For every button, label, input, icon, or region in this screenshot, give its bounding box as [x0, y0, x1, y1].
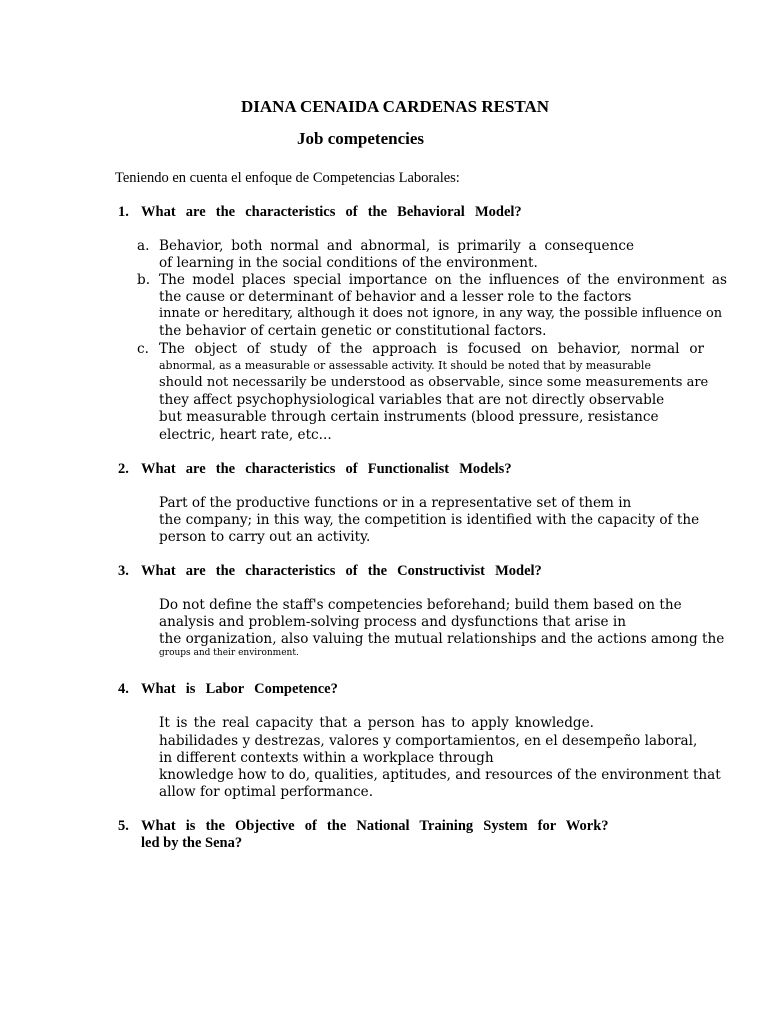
answer-line: should not necessarily be understood as observable, since some measurements are	[159, 375, 709, 390]
answer-line: they affect psychophysiological variables that are not directly observable	[159, 392, 665, 408]
answer-line: the cause or determinant of behavior and a lesser role to the factors	[159, 289, 632, 305]
answer-line: in different contexts within a workplace through	[159, 750, 494, 766]
answer-line: person to carry out an activity.	[159, 529, 371, 545]
answer-line: Do not define the staff's competencies beforehand; build them based on the	[159, 597, 682, 613]
answer-line: the company; in this way, the competition is identified with the capacity of the	[159, 512, 700, 528]
question-text: What is the Objective of the National Training System for Work?	[141, 818, 609, 834]
answer-line: Behavior, both normal and abnormal, is primarily a consequence	[159, 238, 634, 254]
intro-text: Teniendo en cuenta el enfoque de Competencias Laborales:	[115, 170, 460, 186]
question-text: What are the characteristics of Functionalist Models?	[141, 461, 512, 477]
question-text: What are the characteristics of the Constructivist Model?	[141, 563, 542, 579]
answer-line: abnormal, as a measurable or assessable activity. It should be noted that by measurable	[159, 359, 651, 372]
question-number: 4.	[118, 681, 129, 697]
list-marker: c.	[137, 341, 149, 357]
answer-line: the behavior of certain genetic or constitutional factors.	[159, 323, 547, 339]
question-number: 1.	[118, 204, 129, 220]
question-number: 5.	[118, 818, 129, 834]
answer-line: but measurable through certain instruments (blood pressure, resistance	[159, 409, 659, 425]
answer-line: electric, heart rate, etc...	[159, 427, 332, 443]
answer-line: innate or hereditary, although it does not ignore, in any way, the possible influence on	[159, 306, 723, 321]
answer-line: analysis and problem-solving process and dysfunctions that arise in	[159, 614, 627, 630]
answer-line: knowledge how to do, qualities, aptitudes, and resources of the environment that	[159, 767, 721, 783]
answer-line: Part of the productive functions or in a representative set of them in	[159, 495, 632, 511]
document-title: Job competencies	[297, 129, 425, 148]
question-text: What is Labor Competence?	[141, 681, 338, 697]
answer-line: groups and their environment.	[159, 648, 299, 658]
answer-line: habilidades y destrezas, valores y comportamientos, en el desempeño laboral,	[159, 733, 698, 749]
question-number: 2.	[118, 461, 129, 477]
answer-line: allow for optimal performance.	[159, 784, 374, 800]
answer-line: of learning in the social conditions of the environment.	[159, 255, 538, 271]
question-text: What are the characteristics of the Behavioral Model?	[141, 204, 522, 220]
list-marker: a.	[137, 238, 150, 254]
answer-line: It is the real capacity that a person has to apply knowledge.	[159, 715, 594, 731]
list-marker: b.	[137, 272, 151, 288]
answer-line: The object of study of the approach is focused on behavior, normal or	[159, 341, 704, 357]
question-5-continuation: led by the Sena?	[141, 835, 243, 851]
answer-line: the organization, also valuing the mutual relationships and the actions among the	[159, 631, 725, 647]
answer-line: The model places special importance on the influences of the environment as	[159, 272, 727, 288]
author-name: DIANA CENAIDA CARDENAS RESTAN	[240, 97, 550, 116]
question-number: 3.	[118, 563, 129, 579]
